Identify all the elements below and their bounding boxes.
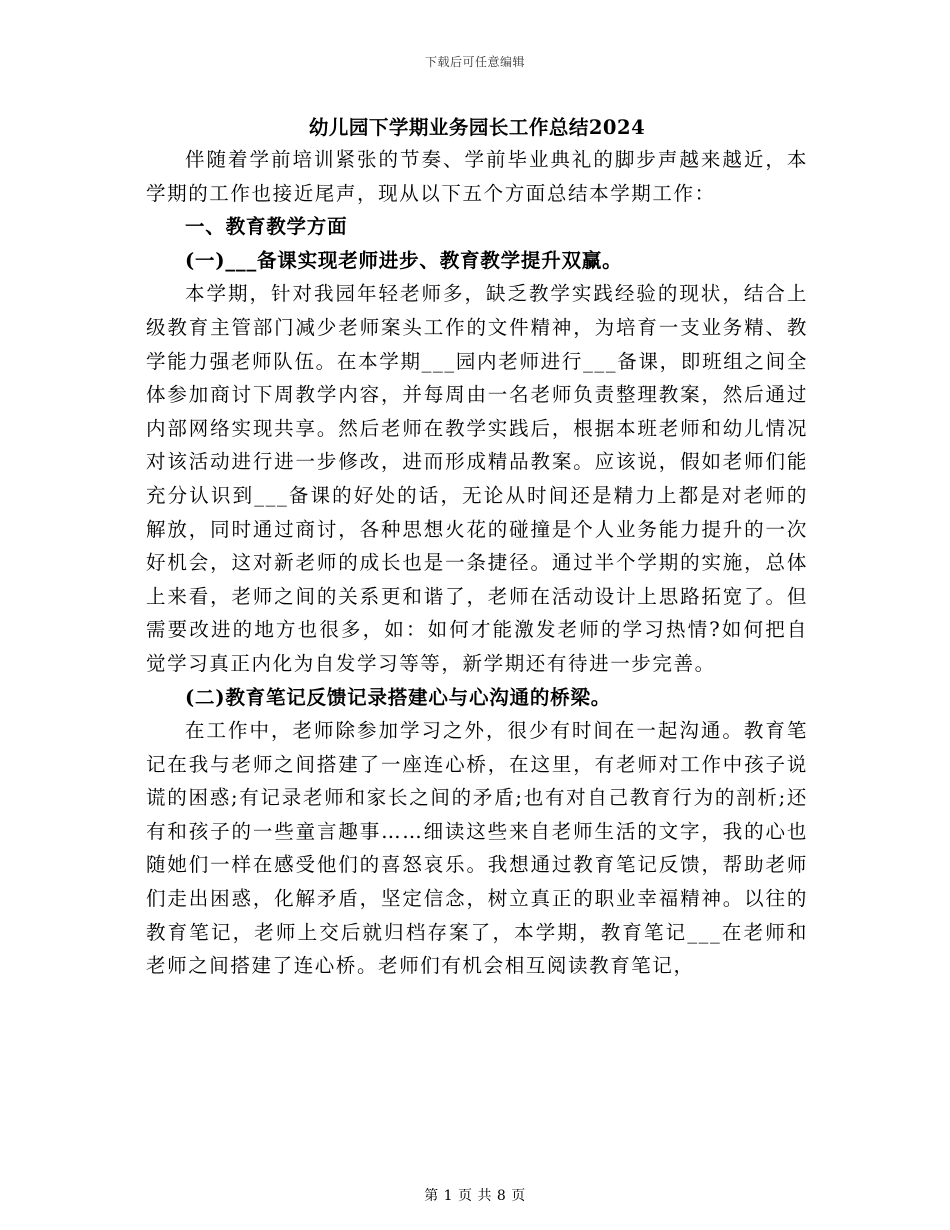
notes-paragraph: 在工作中，老师除参加学习之外，很少有时间在一起沟通。教育笔记在我与老师之间搭建了一座连心桥，在这里，有老师对工作中孩子说谎的困惑;有记录老师和家长之间的矛盾;也有对自己教育行为的剖析;还有和孩子的一些童言趣事……细读这些来自老师生活的文字，我的心也随她们一样在感受他们的喜怒哀乐。我想通过教育笔记反馈，帮助老师们走出困惑，化解矛盾，坚定信念，树立真正的职业幸福精神。以往的教育笔记，老师上交后就归档存案了，本学期，教育笔记___在老师和老师之间搭建了连心桥。老师们有机会相互阅读教育笔记， [146, 719, 808, 978]
lesson-prep-paragraph: 本学期，针对我园年轻老师多，缺乏教学实践经验的现状，结合上级教育主管部门减少老师案头工作的文件精神，为培育一支业务精、教学能力强老师队伍。在本学期___园内老师进行___备课，即班组之间全体参加商讨下周教学内容，并每周由一名老师负责整理教案，然后通过内部网络实现共享。然后老师在教学实践后，根据本班老师和幼儿情况对该活动进行进一步修改，进而形成精品教案。应该说，假如老师们能充分认识到___备课的好处的话，无论从时间还是精力上都是对老师的解放，同时通过商讨，各种思想火花的碰撞是个人业务能力提升的一次好机会，这对新老师的成长也是一条捷径。通过半个学期的实施，总体上来看，老师之间的关系更和谐了，老师在活动设计上思路拓宽了。但需要改进的地方也很多，如：如何才能激发老师的学习热情?如何把自觉学习真正内化为自发学习等等，新学期还有待进一步完善。 [146, 282, 808, 675]
subsection-heading-lesson-prep: (一)___备课实现老师进步、教育教学提升双赢。 [185, 248, 623, 272]
intro-paragraph: 伴随着学前培训紧张的节奏、学前毕业典礼的脚步声越来越近，本学期的工作也接近尾声，现从以下五个方面总结本学期工作： [146, 148, 808, 205]
header-note: 下载后可任意编辑 [424, 55, 525, 69]
document-title: 幼儿园下学期业务园长工作总结2024 [308, 116, 646, 139]
document-body [146, 113, 808, 983]
page-indicator: 第 1 页 共 8 页 [424, 1188, 526, 1204]
subsection-heading-notes: (二)教育笔记反馈记录搭建心与心沟通的桥梁。 [185, 685, 612, 709]
section-heading-education: 一、教育教学方面 [185, 215, 348, 239]
